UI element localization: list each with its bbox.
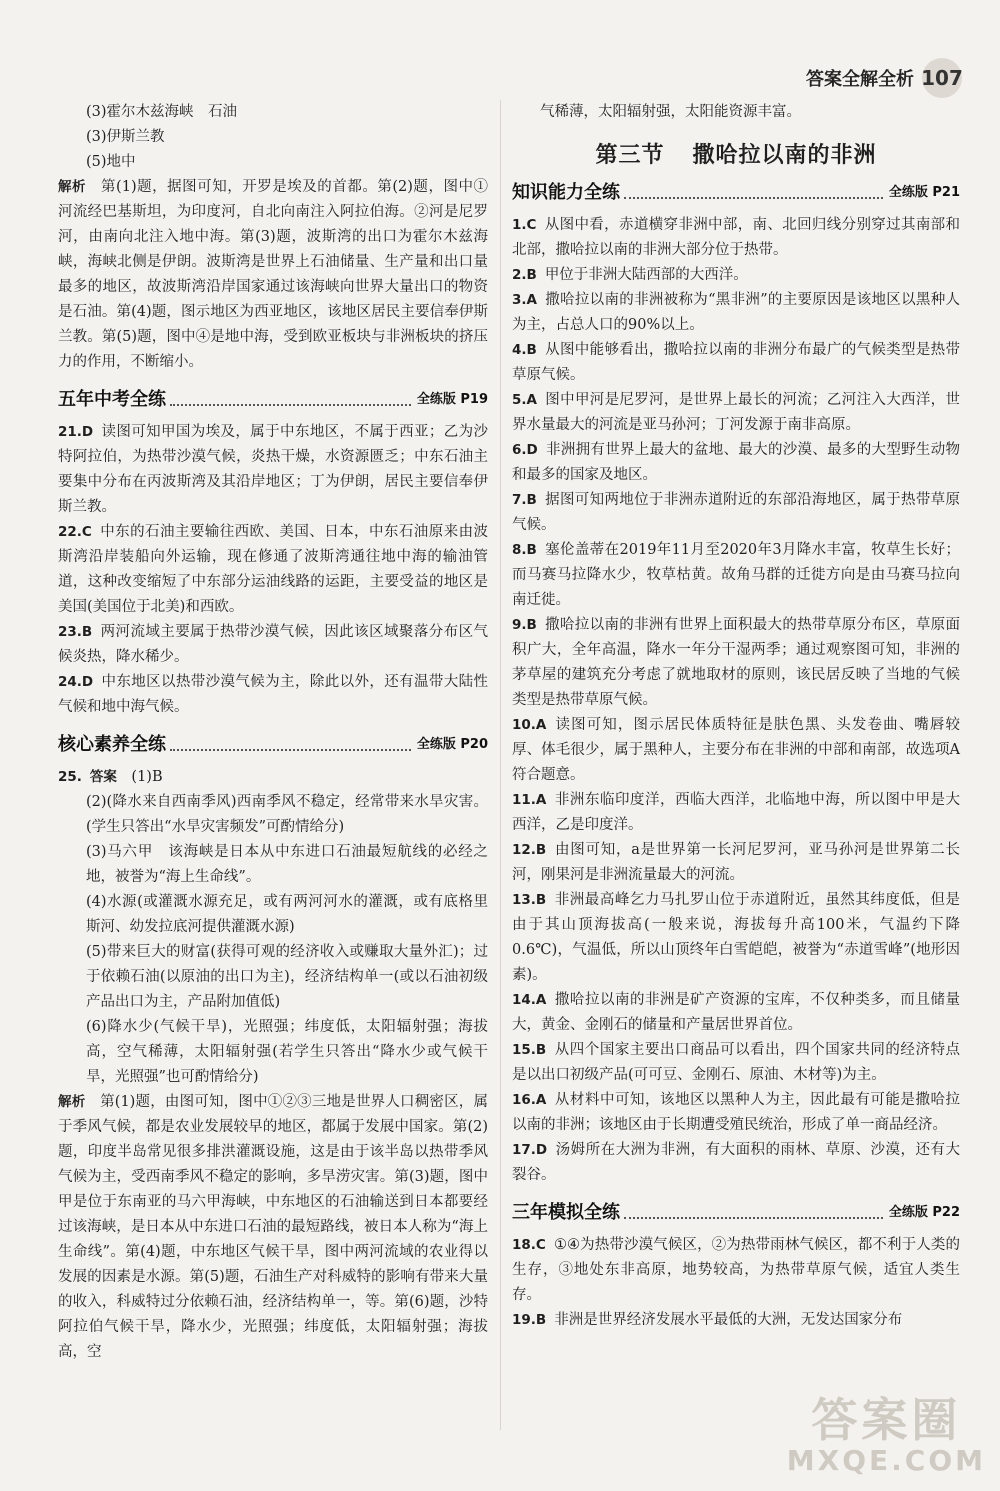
question-text: ①④为热带沙漠气候区，②为热带雨林气候区，都不利于人类的生存，③地处东非高原，地势较高，为热带草原气候，适宜人类生存。 bbox=[512, 1237, 960, 1303]
question-text: 从图中看，赤道横穿非洲中部，南、北回归线分别穿过其南部和北部，撒哈拉以南的非洲大部分位于热带。 bbox=[512, 217, 960, 258]
analysis-text: 第(1)题，由图可知，图中①②③三地是世界人口稠密区，属于季风气候，都是农业发展较早的地区，都属于发展中国家。第(2)题，印度半岛常见很多排洪灌溉设施，这是由于该半岛以热带季风气候为主，受西南季风不稳定的影响，多旱涝灾害。第(3)题，图中甲是位于东南亚的马六甲海峡，中东地区的石油输送到日本都要经过该海峡，是日本从中东进口石油的最短路线，被日本人称为“海上生命线”。第(4)题，中东地区气候干旱，图中两河流域的农业得以发展的因素是水源。第(5)题，石油生产对科威特的影响有带来大量的收入，科威特过分依赖石油，经济结构单一，等。第(6)题，沙特阿拉伯气候干旱，降水少，光照强；纬度低，太阳辐射强；海拔高，空 bbox=[58, 1094, 488, 1360]
question-item bbox=[512, 988, 960, 1038]
question-item bbox=[512, 613, 960, 713]
section-header bbox=[512, 1200, 960, 1225]
question-text: 从图中能够看出，撒哈拉以南的非洲分布最广的气候类型是热带草原气候。 bbox=[512, 342, 960, 383]
question-item bbox=[512, 263, 960, 288]
question-text: 中东的石油主要输往西欧、美国、日本，中东石油原来由波斯湾沿岸装船向外运输，现在修通了波斯湾通往地中海的输油管道，这种改变缩短了中东部分运油线路的运距，主要受益的地区是美国(美国位于北美)和西欧。 bbox=[58, 524, 488, 615]
question-item bbox=[512, 1088, 960, 1138]
question-text: 非洲东临印度洋，西临大西洋，北临地中海，所以图中甲是大西洋，乙是印度洋。 bbox=[512, 792, 960, 833]
answer-part: (6)降水少(气候干旱)，光照强；纬度低，太阳辐射强；海拔高，空气稀薄，太阳辐射强(若学生只答出“降水少或气候干旱，光照强”也可酌情给分) bbox=[86, 1019, 488, 1085]
question-number: 19.B bbox=[512, 1312, 547, 1328]
question-item bbox=[58, 670, 488, 720]
left-column bbox=[58, 100, 488, 1365]
analysis-paragraph bbox=[58, 175, 488, 375]
question-number: 5.A bbox=[512, 392, 537, 408]
question-list bbox=[512, 213, 960, 1188]
watermark-url: MXQE.COM bbox=[786, 1444, 986, 1477]
answer-part: (4)水源(或灌溉水源充足，或有两河河水的灌溉，或有底格里斯河、幼发拉底河提供灌溉水源) bbox=[86, 894, 488, 935]
question-number: 4.B bbox=[512, 342, 537, 358]
section-version: 全练版 P20 bbox=[416, 737, 488, 752]
question-number: 17.D bbox=[512, 1142, 548, 1158]
section-title: 三年模拟全练 bbox=[512, 1202, 620, 1223]
question-text: 由图可知，a是世界第一长河尼罗河，亚马孙河是世界第二长河，刚果河是非洲流量最大的河流。 bbox=[512, 842, 960, 883]
answer-part: (2)(降水来自西南季风)西南季风不稳定，经常带来水旱灾害。(学生只答出“水旱灾害频发”可酌情给分) bbox=[86, 794, 488, 835]
section-title: 知识能力全练 bbox=[512, 182, 620, 203]
question-item bbox=[512, 438, 960, 488]
watermark bbox=[787, 1384, 986, 1477]
answer-line: (3)伊斯兰教 bbox=[86, 129, 165, 145]
question-item bbox=[512, 338, 960, 388]
question-number: 9.B bbox=[512, 617, 537, 633]
question-number: 23.B bbox=[58, 624, 93, 640]
watermark-text: 答案圈 bbox=[811, 1393, 962, 1447]
right-column bbox=[512, 100, 960, 1333]
question-text: 撒哈拉以南的非洲被称为“黑非洲”的主要原因是该地区以黑种人为主，占总人口的90%以上。 bbox=[512, 292, 960, 333]
question-item bbox=[512, 388, 960, 438]
question-number: 13.B bbox=[512, 892, 547, 908]
question-text: 图中甲河是尼罗河，是世界上最长的河流；乙河注入大西洋，世界水量最大的河流是亚马孙河；丁河发源于南非高原。 bbox=[512, 392, 960, 433]
question-item bbox=[58, 620, 488, 670]
section-header bbox=[58, 387, 488, 412]
question-text: 中东地区以热带沙漠气候为主，除此以外，还有温带大陆性气候和地中海气候。 bbox=[58, 674, 488, 715]
question-number: 12.B bbox=[512, 842, 547, 858]
question-item bbox=[58, 765, 488, 790]
question-number: 8.B bbox=[512, 542, 537, 558]
dotted-leader bbox=[624, 1217, 883, 1219]
question-text: 撒哈拉以南的非洲是矿产资源的宝库，不仅种类多，而且储量大，黄金、金刚石的储量和产量居世界首位。 bbox=[512, 992, 960, 1033]
question-item bbox=[512, 1138, 960, 1188]
question-item bbox=[512, 1038, 960, 1088]
answer-part: (5)带来巨大的财富(获得可观的经济收入或赚取大量外汇)；过于依赖石油(以原油的出口为主)，经济结构单一(或以石油初级产品出口为主，产品附加值低) bbox=[86, 944, 488, 1010]
question-number: 6.D bbox=[512, 442, 538, 458]
question-text: 汤姆所在大洲为非洲，有大面积的雨林、草原、沙漠，还有大裂谷。 bbox=[512, 1142, 960, 1183]
dotted-leader bbox=[170, 404, 411, 406]
question-number: 10.A bbox=[512, 717, 547, 733]
section-header bbox=[512, 180, 960, 205]
question-list bbox=[512, 1233, 960, 1333]
question-item bbox=[512, 888, 960, 988]
question-item bbox=[58, 520, 488, 620]
question-item bbox=[58, 420, 488, 520]
answer-part: (3)马六甲 该海峡是日本从中东进口石油最短航线的必经之地，被誉为“海上生命线”。 bbox=[86, 844, 488, 885]
question-text: 据图可知两地位于非洲赤道附近的东部沿海地区，属于热带草原气候。 bbox=[512, 492, 960, 533]
section-version: 全练版 P19 bbox=[416, 392, 488, 407]
question-number: 18.C bbox=[512, 1237, 546, 1253]
page-number: 107 bbox=[922, 58, 962, 98]
question-item bbox=[512, 1233, 960, 1308]
page-header bbox=[806, 58, 962, 98]
question-text: 读图可知甲国为埃及，属于中东地区，不属于西亚；乙为沙特阿拉伯，为热带沙漠气候，炎热干燥，水资源匮乏；中东石油主要集中分布在丙波斯湾及其沿岸地区；丁为伊朗，居民主要信奉伊斯兰教。 bbox=[58, 424, 488, 515]
section-version: 全练版 P21 bbox=[888, 185, 960, 200]
dotted-leader bbox=[170, 749, 411, 751]
question-text: 撒哈拉以南的非洲有世界上面积最大的热带草原分布区，草原面积广大，全年高温，降水一年分干湿两季；通过观察图可知，非洲的茅草屋的建筑充分考虑了就地取材的原则，该民居反映了当地的气候类型是热带草原气候。 bbox=[512, 617, 960, 708]
question-number: 11.A bbox=[512, 792, 547, 808]
answer-line: (3)霍尔木兹海峡 石油 bbox=[86, 104, 238, 120]
chapter-name: 撒哈拉以南的非洲 bbox=[692, 143, 877, 168]
chapter-title bbox=[512, 143, 960, 168]
question-number: 3.A bbox=[512, 292, 537, 308]
question-text: 非洲最高峰乞力马扎罗山位于赤道附近，虽然其纬度低，但是由于其山顶海拔高(一般来说，海拔每升高100米，气温约下降0.6℃)，气温低，所以山顶终年白雪皑皑，被誉为“赤道雪峰”(地形因素)。 bbox=[512, 892, 960, 983]
question-item bbox=[512, 213, 960, 263]
chapter-section: 第三节 bbox=[595, 143, 665, 168]
question-item bbox=[512, 488, 960, 538]
section-title: 核心素养全练 bbox=[58, 734, 166, 755]
question-text: 从四个国家主要出口商品可以看出，四个国家共同的经济特点是以出口初级产品(可可豆、金刚石、原油、木材等)为主。 bbox=[512, 1042, 960, 1083]
question-text: 两河流域主要属于热带沙漠气候，因此该区域聚落分布区气候炎热，降水稀少。 bbox=[58, 624, 488, 665]
question-number: 14.A bbox=[512, 992, 547, 1008]
question-item bbox=[512, 288, 960, 338]
question-text: 非洲拥有世界上最大的盆地、最大的沙漠、最多的大型野生动物和最多的国家及地区。 bbox=[512, 442, 960, 483]
dotted-leader bbox=[624, 197, 883, 199]
question-number: 15.B bbox=[512, 1042, 547, 1058]
question-number: 7.B bbox=[512, 492, 537, 508]
analysis-label: 解析 bbox=[58, 1094, 86, 1110]
question-item bbox=[512, 538, 960, 613]
column-divider bbox=[500, 100, 501, 1430]
question-item bbox=[512, 788, 960, 838]
question-number: 1.C bbox=[512, 217, 537, 233]
section-version: 全练版 P22 bbox=[888, 1205, 960, 1220]
question-number: 21.D bbox=[58, 424, 94, 440]
question-item bbox=[512, 1308, 960, 1333]
question-number: 22.C bbox=[58, 524, 92, 540]
answer-label: 答案 bbox=[89, 769, 117, 785]
question-item bbox=[512, 838, 960, 888]
question-number: 2.B bbox=[512, 267, 537, 283]
header-title: 答案全解全析 bbox=[806, 69, 914, 90]
question-text: 甲位于非洲大陆西部的大西洋。 bbox=[544, 267, 748, 283]
question-number: 16.A bbox=[512, 1092, 547, 1108]
question-number: 24.D bbox=[58, 674, 94, 690]
continued-text: 气稀薄，太阳辐射强，太阳能资源丰富。 bbox=[540, 104, 801, 120]
answer-line: (5)地中 bbox=[86, 154, 136, 170]
question-text: 读图可知，图示居民体质特征是肤色黑、头发卷曲、嘴唇较厚、体毛很少，属于黑种人，主要分布在非洲的中部和南部，故选项A符合题意。 bbox=[512, 717, 960, 783]
question-text: 塞伦盖蒂在2019年11月至2020年3月降水丰富，牧草生长好；而马赛马拉降水少，牧草枯黄。故角马群的迁徙方向是由马赛马拉向南迁徙。 bbox=[512, 542, 960, 608]
section-title: 五年中考全练 bbox=[58, 389, 166, 410]
section-header bbox=[58, 732, 488, 757]
analysis-label: 解析 bbox=[58, 179, 87, 195]
answer-text: (1)B bbox=[131, 769, 163, 785]
question-text: 从材料中可知，该地区以黑种人为主，因此最有可能是撒哈拉以南的非洲；该地区由于长期遭受殖民统治，形成了单一商品经济。 bbox=[512, 1092, 960, 1133]
analysis-paragraph bbox=[58, 1090, 488, 1365]
question-item bbox=[512, 713, 960, 788]
analysis-text: 第(1)题，据图可知，开罗是埃及的首都。第(2)题，图中①河流经巴基斯坦，为印度河，自北向南注入阿拉伯海。②河是尼罗河，由南向北注入地中海。第(3)题，波斯湾的出口为霍尔木兹海峡，海峡北侧是伊朗。波斯湾是世界上石油储量、生产量和出口量最多的地区，故波斯湾沿岸国家通过该海峡向世界大量出口的物资是石油。第(4)题，图示地区为西亚地区，该地区居民主要信奉伊斯兰教。第(5)题，图中④是地中海，受到欧亚板块与非洲板块的挤压力的作用，不断缩小。 bbox=[58, 179, 488, 370]
question-text: 非洲是世界经济发展水平最低的大洲，无发达国家分布 bbox=[554, 1312, 903, 1328]
question-number: 25. bbox=[58, 769, 82, 785]
